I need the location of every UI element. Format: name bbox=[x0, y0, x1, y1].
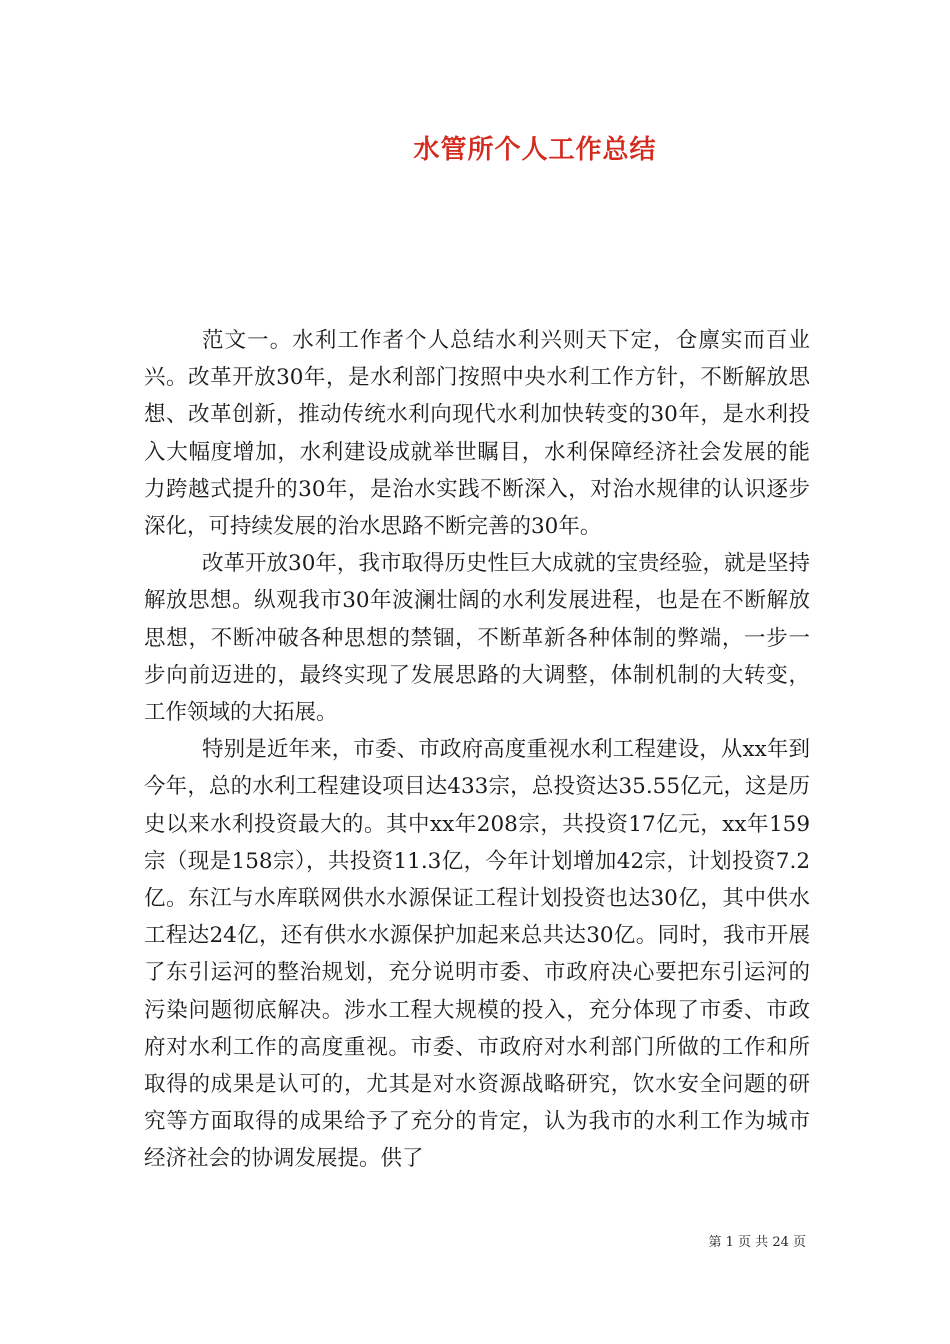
paragraph-1: 范文一。水利工作者个人总结水利兴则天下定，仓廪实而百业兴。改革开放30年，是水利部门按照中央水利工作方针，不断解放思想、改革创新，推动传统水利向现代水利加快转变的30年，是水利投入大幅度增加，水利建设成就举世瞩目，水利保障经济社会发展的能力跨越式提升的30年，是治水实践不断深入，对治水规律的认识逐步深化，可持续发展的治水思路不断完善的30年。 bbox=[144, 328, 810, 540]
page-number-footer: 第 1 页 共 24 页 bbox=[708, 1235, 806, 1250]
paragraph-3: 特别是近年来，市委、市政府高度重视水利工程建设，从xx年到今年，总的水利工程建设项目达433宗，总投资达35.55亿元，这是历史以来水利投资最大的。其中xx年208宗，共投资17亿元，xx年159宗（现是158宗），共投资11.3亿，今年计划增加42宗，计划投资7.2亿。东江与水库联网供水水源保证工程计划投资也达30亿，其中供水工程达24亿，还有供水水源保护加起来总共达30亿。同时，我市开展了东引运河的整治规划，充分说明市委、市政府决心要把东引运河的污染问题彻底解决。涉水工程大规模的投入，充分体现了市委、市政府对水利工作的高度重视。市委、市政府对水利部门所做的工作和所取得的成果是认可的，尤其是对水资源战略研究，饮水安全问题的研究等方面取得的成果给予了充分的肯定，认为我市的水利工作为城市经济社会的协调发展提。供了 bbox=[144, 737, 810, 1172]
document-title: 水管所个人工作总结 bbox=[413, 135, 657, 165]
document-body bbox=[144, 322, 810, 1178]
paragraph-2: 改革开放30年，我市取得历史性巨大成就的宝贵经验，就是坚持解放思想。纵观我市30年波澜壮阔的水利发展进程，也是在不断解放思想，不断冲破各种思想的禁锢，不断革新各种体制的弊端，一步一步向前迈进的，最终实现了发展思路的大调整，体制机制的大转变，工作领域的大拓展。 bbox=[144, 551, 810, 726]
